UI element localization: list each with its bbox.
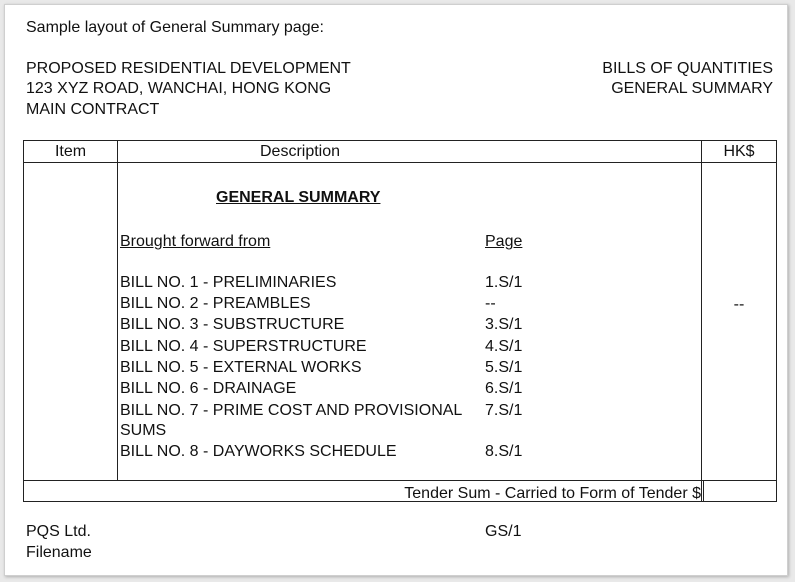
bill-6-page: 6.S/1	[485, 380, 523, 397]
footer-filename: Filename	[26, 544, 92, 561]
bill-8-name: BILL NO. 8 - DAYWORKS SCHEDULE	[120, 443, 397, 460]
bill-5-name: BILL NO. 5 - EXTERNAL WORKS	[120, 359, 362, 376]
summary-table	[23, 140, 777, 502]
header-description: Description	[259, 143, 341, 160]
intro-text: Sample layout of General Summary page:	[26, 19, 324, 36]
header-amount: HK$	[723, 143, 755, 160]
bill-3-page: 3.S/1	[485, 316, 523, 333]
footer-company: PQS Ltd.	[26, 523, 91, 540]
amount-value: --	[733, 296, 745, 313]
amount-cell-inner-line	[703, 480, 704, 501]
bill-8-page: 8.S/1	[485, 443, 523, 460]
summary-heading: GENERAL SUMMARY	[216, 189, 381, 206]
brought-forward-label: Brought forward from	[120, 233, 271, 250]
doc-title-line-1: BILLS OF QUANTITIES	[602, 60, 773, 77]
bill-1-page: 1.S/1	[485, 274, 523, 291]
bill-5-page: 5.S/1	[485, 359, 523, 376]
bill-3-name: BILL NO. 3 - SUBSTRUCTURE	[120, 316, 345, 333]
item-column-divider	[117, 141, 118, 480]
bill-2-name: BILL NO. 2 - PREAMBLES	[120, 295, 311, 312]
doc-title-line-2: GENERAL SUMMARY	[611, 80, 773, 97]
bill-7-name: BILL NO. 7 - PRIME COST AND PROVISIONAL	[120, 402, 463, 419]
footer-page-ref: GS/1	[485, 523, 522, 540]
amount-column-divider	[701, 141, 702, 501]
header-item: Item	[54, 143, 87, 160]
project-line-2: 123 XYZ ROAD, WANCHAI, HONG KONG	[26, 80, 332, 97]
bill-1-name: BILL NO. 1 - PRELIMINARIES	[120, 274, 337, 291]
bill-4-name: BILL NO. 4 - SUPERSTRUCTURE	[120, 338, 367, 355]
page-column-label: Page	[485, 233, 523, 250]
document-page	[4, 4, 788, 576]
tender-row-divider	[24, 480, 776, 481]
project-line-3: MAIN CONTRACT	[26, 101, 160, 118]
bill-6-name: BILL NO. 6 - DRAINAGE	[120, 380, 297, 397]
tender-sum-label: Tender Sum - Carried to Form of Tender $	[404, 485, 701, 502]
bill-7-page: 7.S/1	[485, 402, 523, 419]
bill-4-page: 4.S/1	[485, 338, 523, 355]
bill-2-page: --	[485, 295, 496, 312]
header-divider	[24, 162, 776, 163]
project-line-1: PROPOSED RESIDENTIAL DEVELOPMENT	[26, 60, 351, 77]
bill-7-name-continued: SUMS	[120, 422, 167, 439]
